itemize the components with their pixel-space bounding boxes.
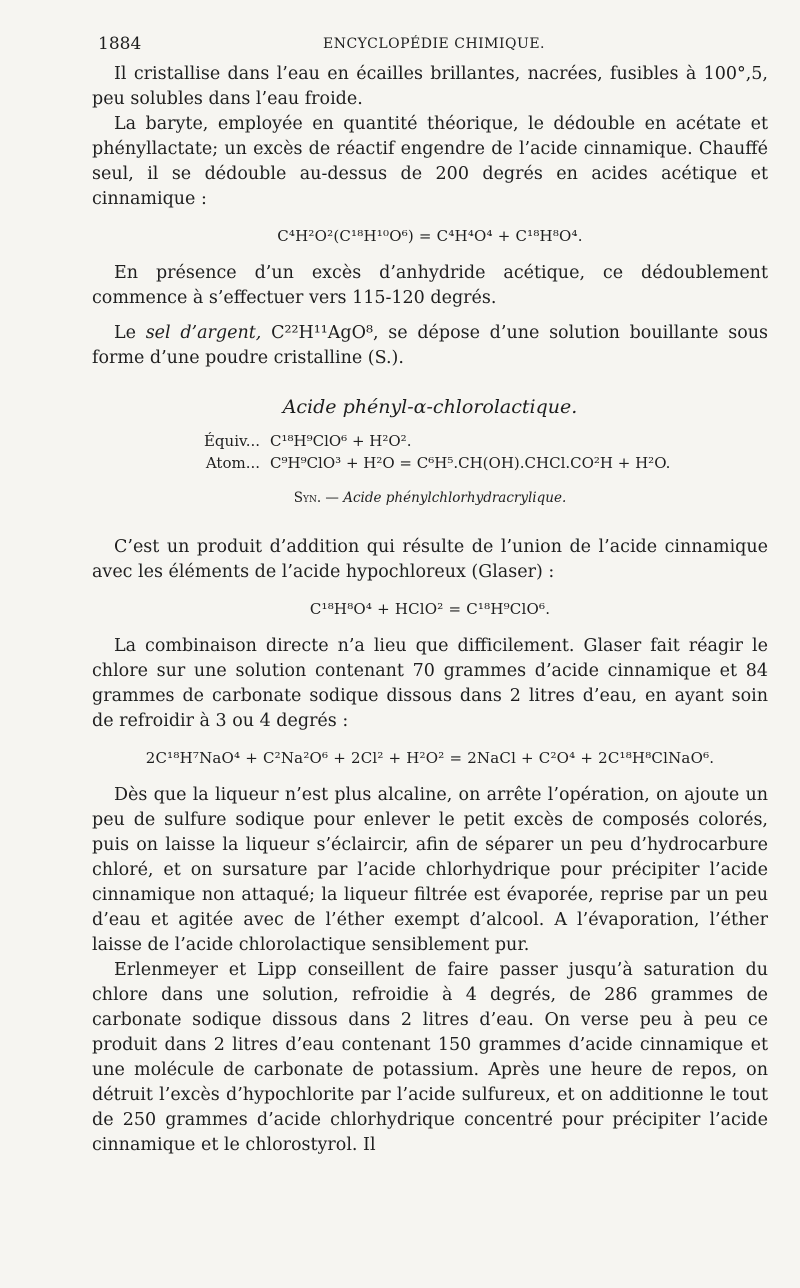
- synonym-text: Acide phénylchlorhydracrylique.: [343, 490, 567, 506]
- paragraph: [92, 321, 768, 371]
- formula: C⁴H²O²(C¹⁸H¹⁰O⁶) = C⁴H⁴O⁴ + C¹⁸H⁸O⁴.: [277, 227, 583, 245]
- paragraph: Dès que la liqueur n’est plus alcaline, on arrête l’opération, on ajoute un peu de sulfure sodique pour enlever le petit excès de composés colorés, puis on laisse la liqueur s’éclaircir, afin de séparer un peu d’hydrocarbure chloré, et on sursature par l’acide chlorhydrique pour précipiter l’acide cinnamique non attaqué; la liqueur filtrée est évaporée, reprise par un peu d’eau et agitée avec de l’éther exempt d’alcool. A l’évaporation, l’éther laisse de l’acide chlorolactique sensiblement pur.: [92, 785, 768, 955]
- page-body: [92, 62, 768, 1158]
- paragraph-text: Le: [114, 323, 146, 343]
- paragraph: La baryte, employée en quantité théorique, le dédouble en acétate et phényllactate; un excès de réactif engendre de l’acide cinnamique. Chauffé seul, il se dédouble au-dessus de 200 degrés en acides acétique et cinnamique :: [92, 114, 768, 209]
- paragraph: C’est un produit d’addition qui résulte de l’union de l’acide cinnamique avec les éléments de l’acide hypochloreux (Glaser) :: [92, 537, 768, 582]
- paragraph-text: C²²H¹¹AgO⁸, se dépose d’une solution bouillante sous forme d’une poudre cristalline (S.).: [92, 323, 768, 368]
- running-title: ENCYCLOPÉDIE CHIMIQUE.: [323, 36, 545, 52]
- atom-formula-row: [92, 452, 768, 474]
- formula: C¹⁸H⁸O⁴ + HClO² = C¹⁸H⁹ClO⁶.: [309, 600, 551, 618]
- equiv-label: Équiv...: [203, 432, 260, 450]
- page-header: [98, 34, 770, 58]
- synonym-label: Syn.: [293, 490, 322, 506]
- equiv-formula: C¹⁸H⁹ClO⁶ + H²O².: [270, 432, 412, 450]
- section-title: Acide phényl-α-chlorolactique.: [282, 396, 578, 418]
- equiv-formula-row: [92, 430, 768, 452]
- atom-formula: C⁹H⁹ClO³ + H²O = C⁶H⁵.CH(OH).CHCl.CO²H + H²O.: [270, 454, 671, 472]
- paragraph: En présence d’un excès d’anhydride acétique, ce dédoublement commence à s’effectuer vers 115-120 degrés.: [92, 263, 768, 308]
- page-number: 1884: [98, 34, 142, 54]
- atom-label: Atom...: [205, 454, 260, 472]
- paragraph: Erlenmeyer et Lipp conseillent de faire passer jusqu’à saturation du chlore dans une solution, refroidie à 4 degrés, de 286 grammes de carbonate sodique dissous dans 2 litres d’eau. On verse peu à peu ce produit dans 2 litres d’eau contenant 150 grammes d’acide cinnamique et une molécule de carbonate de potassium. Après une heure de repos, on détruit l’excès d’hypochlorite par l’acide sulfureux, et on additionne le tout de 250 grammes d’acide chlorhydrique concentré pour précipiter l’acide cinnamique et le chlorostyrol. Il: [92, 960, 768, 1155]
- synonym-line: [92, 486, 768, 511]
- paragraph: La combinaison directe n’a lieu que difficilement. Glaser fait réagir le chlore sur une solution contenant 70 grammes d’acide cinnamique et 84 grammes de carbonate sodique dissous dans 2 litres d’eau, en ayant soin de refroidir à 3 ou 4 degrés :: [92, 636, 768, 731]
- paragraph: Il cristallise dans l’eau en écailles brillantes, nacrées, fusibles à 100°,5, peu solubles dans l’eau froide.: [92, 64, 768, 109]
- formula: 2C¹⁸H⁷NaO⁴ + C²Na²O⁶ + 2Cl² + H²O² = 2NaCl + C²O⁴ + 2C¹⁸H⁸ClNaO⁶.: [145, 749, 715, 767]
- term-italic: sel d’argent,: [145, 323, 262, 343]
- synonym-dash: —: [321, 490, 344, 506]
